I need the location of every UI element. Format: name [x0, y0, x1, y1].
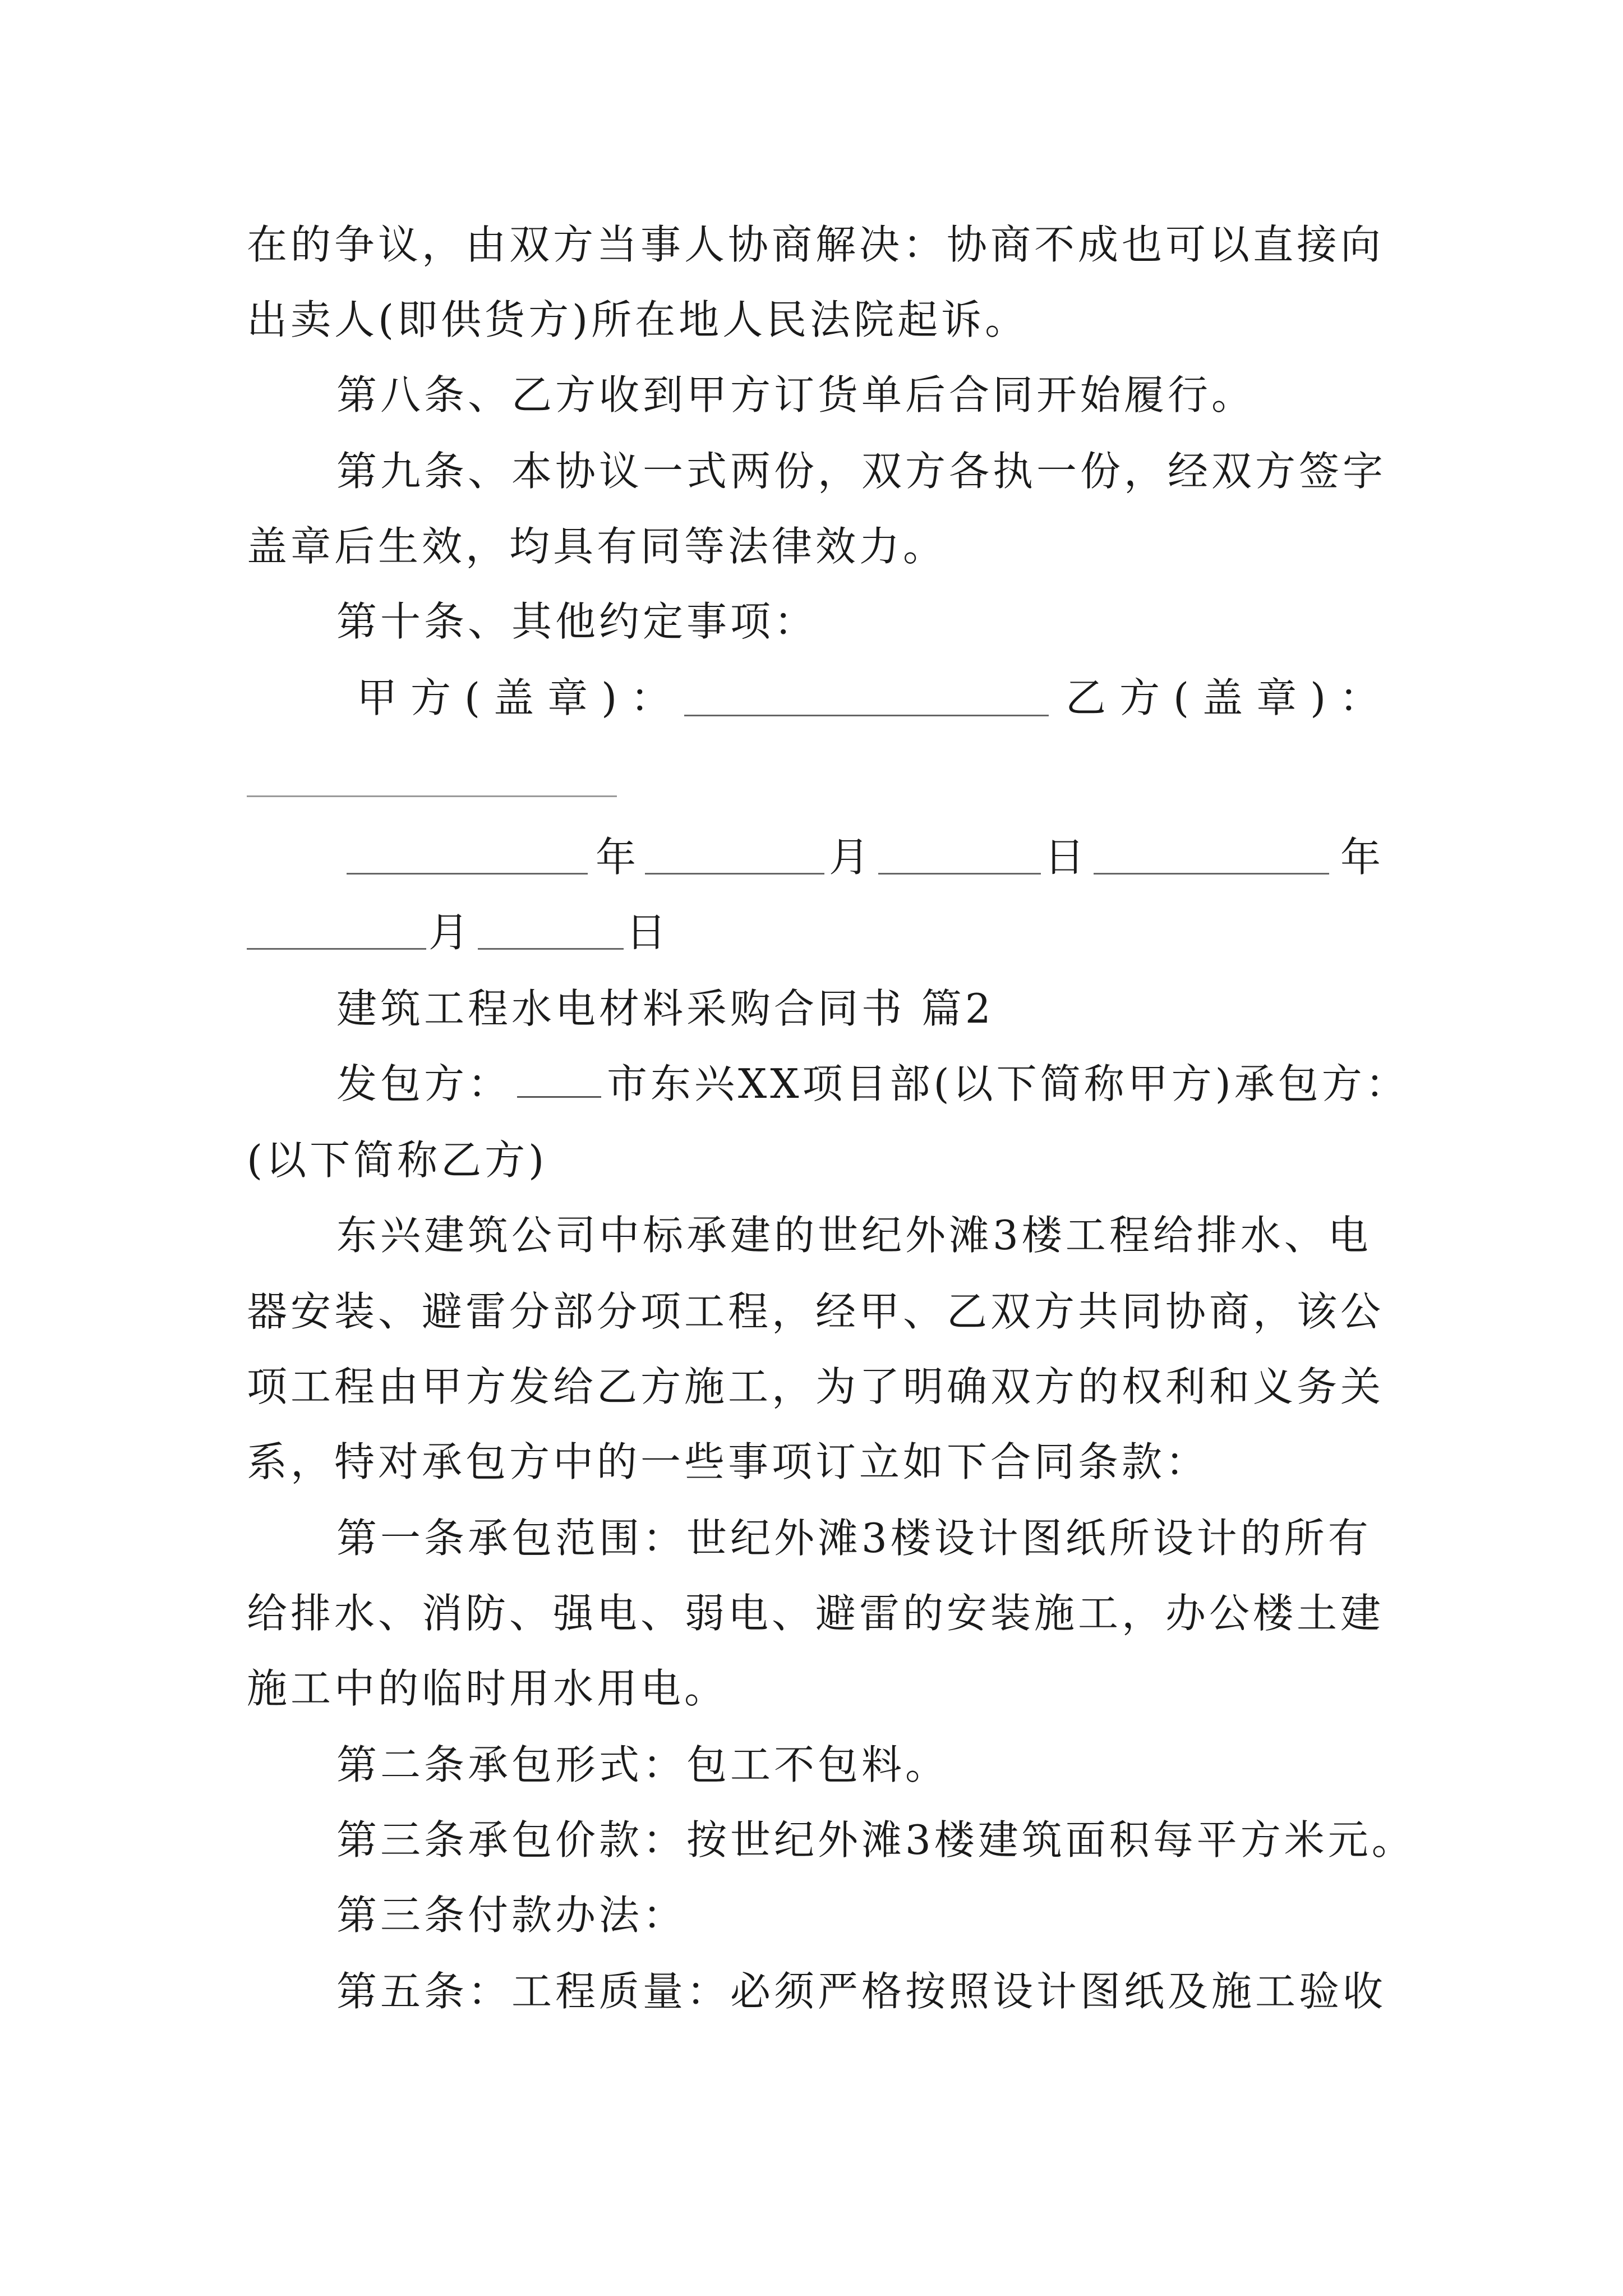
- clause-5: 第五条：工程质量：必须严格按照设计图纸及施工验收: [336, 1968, 1387, 2015]
- date-day-blank-b: [478, 948, 624, 950]
- date-year-label-b: 年: [1340, 834, 1381, 881]
- date-year-label-a: 年: [596, 834, 637, 881]
- paragraph-line: 器安装、避雷分部分项工程，经甲、乙双方共同协商，该公: [247, 1288, 1385, 1335]
- issuer-prefix: 发包方：: [336, 1060, 512, 1107]
- date-month-label-a: 月: [829, 834, 870, 881]
- city-blank: [517, 1057, 601, 1098]
- section-title: 建筑工程水电材料采购合同书 篇2: [336, 985, 994, 1032]
- paragraph-line: 东兴建筑公司中标承建的世纪外滩3楼工程给排水、电: [336, 1212, 1372, 1259]
- date-month-label-b: 月: [428, 909, 469, 956]
- issuer-rest: 市东兴XX项目部(以下简称甲方)承包方：: [607, 1060, 1409, 1107]
- clause-3-price: 第三条承包价款：按世纪外滩3楼建筑面积每平方米元。: [336, 1816, 1415, 1864]
- clause-1: 第一条承包范围：世纪外滩3楼设计图纸所设计的所有: [336, 1515, 1372, 1562]
- clause-8: 第八条、乙方收到甲方订货单后合同开始履行。: [336, 371, 1256, 418]
- date-day-blank-a: [878, 873, 1041, 875]
- party-a-seal-label: 甲方(盖章)：: [357, 674, 685, 721]
- date-year-blank-a: [347, 873, 588, 875]
- party-b-seal-label: 乙方(盖章)：: [1066, 674, 1394, 721]
- date-year-blank-b: [1094, 873, 1329, 875]
- date-day-label-b: 日: [626, 909, 667, 956]
- clause-9: 第九条、本协议一式两份，双方各执一份，经双方签字: [336, 448, 1387, 495]
- date-month-blank-b: [247, 948, 426, 950]
- clause-3-payment: 第三条付款办法：: [336, 1892, 687, 1939]
- paragraph-line: 系，特对承包方中的一些事项订立如下合同条款：: [247, 1438, 1210, 1485]
- paragraph-line: 给排水、消防、强电、弱电、避雷的安装施工，办公楼土建: [247, 1590, 1385, 1637]
- paragraph-line: 项工程由甲方发给乙方施工，为了明确双方的权利和义务关: [247, 1363, 1385, 1410]
- date-day-label-a: 日: [1044, 834, 1085, 881]
- party-b-signature-blank: [247, 795, 617, 797]
- contractor-line: (以下简称乙方): [247, 1137, 548, 1184]
- paragraph-line: 出卖人(即供货方)所在地人民法院起诉。: [247, 296, 1029, 343]
- paragraph-line: 在的争议，由双方当事人协商解决：协商不成也可以直接向: [247, 221, 1385, 268]
- clause-2: 第二条承包形式：包工不包料。: [336, 1741, 949, 1788]
- date-month-blank-a: [645, 873, 824, 875]
- paragraph-line: 盖章后生效，均具有同等法律效力。: [247, 523, 947, 570]
- paragraph-line: 施工中的临时用水用电。: [247, 1665, 728, 1712]
- clause-10: 第十条、其他约定事项：: [336, 598, 818, 645]
- issuer-line: [336, 1056, 1481, 1112]
- party-a-signature-blank: [684, 715, 1049, 716]
